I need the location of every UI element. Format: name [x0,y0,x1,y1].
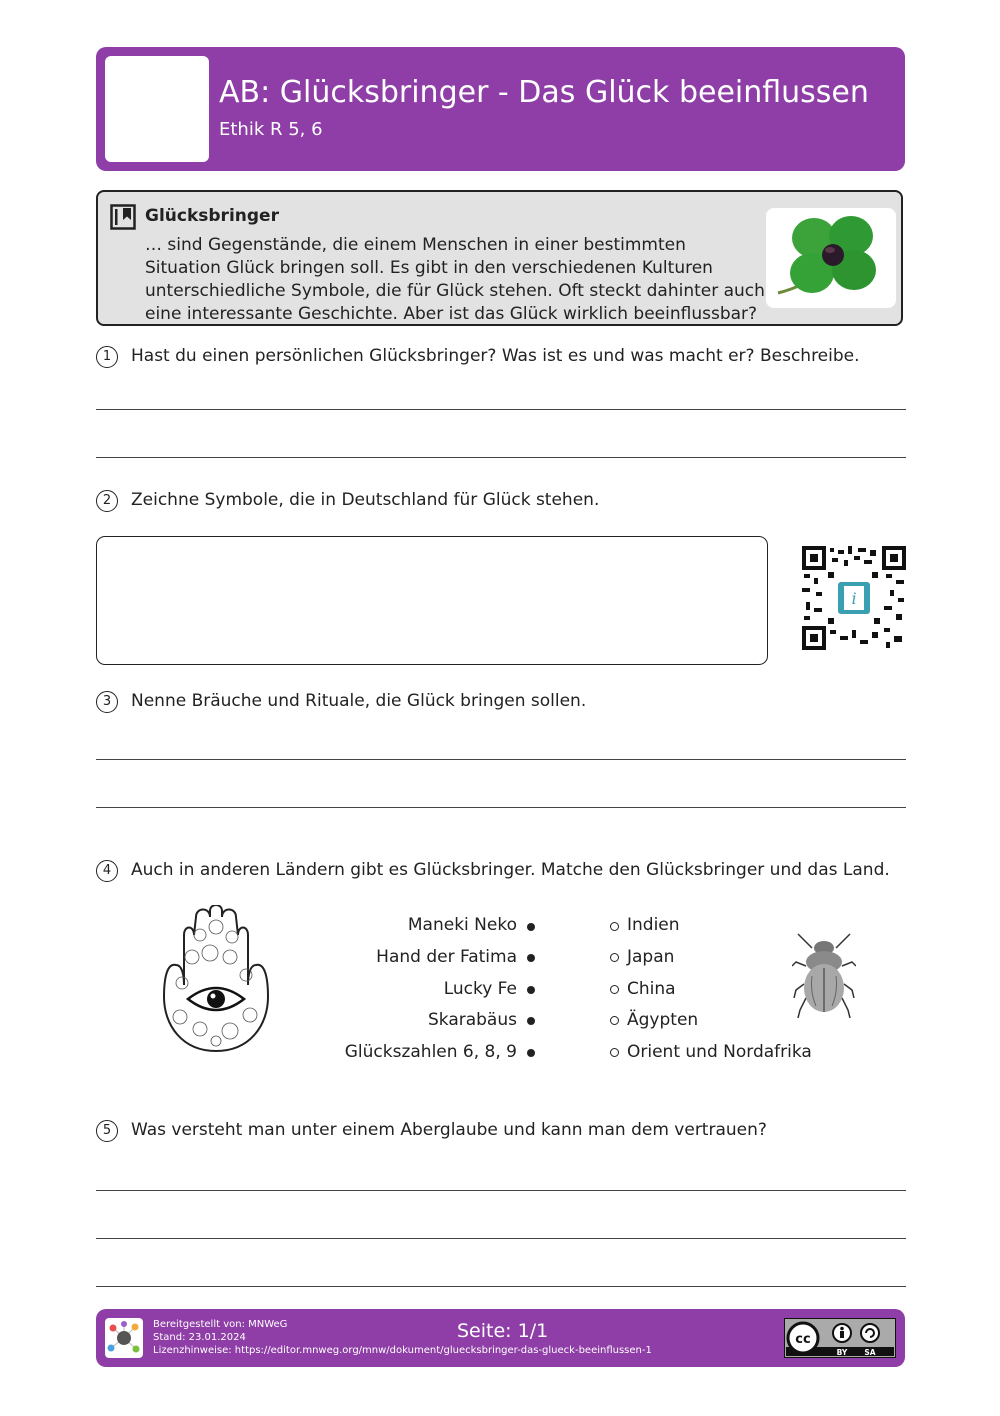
footer-date: Stand: 23.01.2024 [153,1332,246,1343]
page-title: AB: Glücksbringer - Das Glück beeinflussen [219,75,869,110]
header-banner [96,47,905,171]
footer-meta [153,1318,652,1357]
task-number: 4 [96,860,118,882]
task-4-text: Auch in anderen Ländern gibt es Glücksbringer. Matche den Glücksbringer und das Land. [131,860,890,880]
match-dot-right[interactable] [610,953,619,962]
task-5-text: Was versteht man unter einem Aberglaube und kann man dem vertrauen? [131,1120,767,1140]
hamsa-image [160,905,272,1055]
info-heading: Glücksbringer [145,206,279,226]
match-item-left: Hand der Fatima [376,947,517,967]
cc-by-label: BY [836,1348,848,1357]
answer-line[interactable] [96,1190,906,1191]
answer-line[interactable] [96,1286,906,1287]
task-number: 1 [96,346,118,368]
drawing-area[interactable] [96,536,768,665]
qr-code[interactable] [802,546,906,650]
info-box [96,190,903,326]
cc-license-icon[interactable] [784,1318,896,1358]
match-item-left: Lucky Fe [443,979,517,999]
match-dot-left[interactable] [527,1017,535,1025]
svg-text:cc: cc [795,1332,811,1347]
match-dot-left[interactable] [527,986,535,994]
match-dot-right[interactable] [610,1048,619,1057]
clover-image [766,208,896,308]
match-item-right: China [627,979,676,999]
info-text: … sind Gegenstände, die einem Menschen in einer bestimmten Situation Glück bringen soll. Es gibt in den verschiedenen Kulturen unterschiedliche Symbole, die für Glück stehen. Oft steckt dahinter auch eine interessante Geschichte. Aber ist das Glück wirklich beeinflussbar? [145,235,765,324]
match-dot-left[interactable] [527,923,535,931]
mnweg-logo [105,1318,143,1358]
match-item-right: Ägypten [627,1010,699,1030]
footer-license[interactable]: Lizenzhinweise: https://editor.mnweg.org/mnw/dokument/gluecksbringer-das-glueck-beeinflussen-1 [153,1345,652,1356]
task-2-text: Zeichne Symbole, die in Deutschland für Glück stehen. [131,490,600,510]
answer-line[interactable] [96,759,906,760]
svg-text:i: i [851,589,857,608]
task-number: 5 [96,1120,118,1142]
answer-line[interactable] [96,457,906,458]
footer-banner [96,1309,905,1367]
page-number: Seite: 1/1 [457,1320,549,1342]
match-item-right: Japan [627,947,675,967]
answer-line[interactable] [96,409,906,410]
task-1-text: Hast du einen persönlichen Glücksbringer? Was ist es und was macht er? Beschreibe. [131,346,860,366]
footer-provided: Bereitgestellt von: MNWeG [153,1319,288,1330]
match-item-right: Orient und Nordafrika [627,1042,812,1062]
answer-line[interactable] [96,1238,906,1239]
match-dot-right[interactable] [610,1016,619,1025]
match-dot-right[interactable] [610,922,619,931]
match-item-left: Skarabäus [427,1010,517,1030]
match-item-left: Maneki Neko [407,915,517,935]
match-dot-left[interactable] [527,954,535,962]
task-3-text: Nenne Bräuche und Rituale, die Glück bringen sollen. [131,691,587,711]
task-number: 3 [96,691,118,713]
beetle-image [792,932,856,1020]
bookmark-icon [110,204,136,230]
match-dot-left[interactable] [527,1049,535,1057]
match-item-left: Glückszahlen 6, 8, 9 [344,1042,517,1062]
header-logo-placeholder [105,56,209,162]
cc-sa-label: SA [864,1348,876,1357]
answer-line[interactable] [96,807,906,808]
match-item-right: Indien [627,915,680,935]
task-number: 2 [96,490,118,512]
page-subtitle: Ethik R 5, 6 [219,119,323,140]
match-dot-right[interactable] [610,985,619,994]
